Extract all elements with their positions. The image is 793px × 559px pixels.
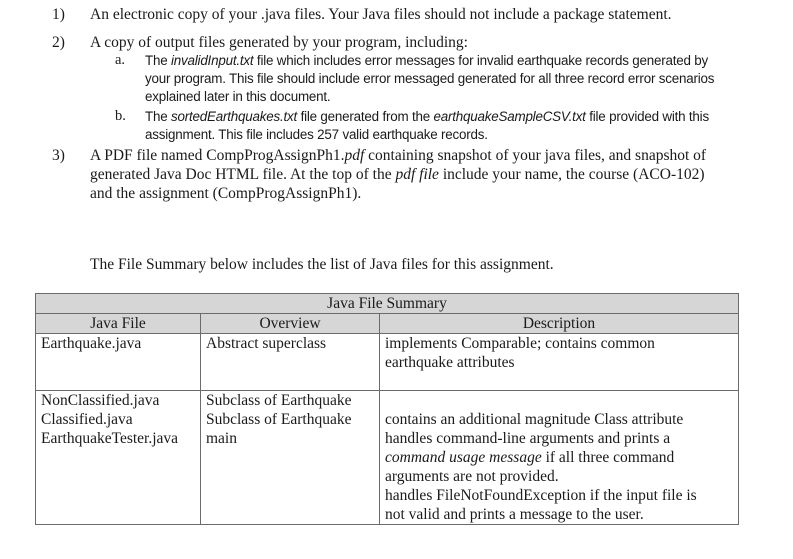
- sub-line: The invalidInput.txt file which includes error messages for invalid earthquake records generated by: [145, 53, 709, 68]
- cell-description: contains an additional magnitude Class attribute handles command-line arguments and prints a command usage message if all three command arguments are not provided. handles FileNotFoundException if the input file is not valid and prints a message to the user.: [380, 391, 739, 525]
- item-text: An electronic copy of your .java files. Your Java files should not include a package statement.: [90, 6, 672, 23]
- item-number: 1): [52, 6, 65, 23]
- sub-line: The sortedEarthquakes.txt file generated from the earthquakeSampleCSV.txt file provided with this: [145, 109, 709, 124]
- item-text: A copy of output files generated by your program, including:: [90, 34, 468, 51]
- sub-letter: a.: [115, 52, 126, 68]
- sub-letter: b.: [115, 108, 126, 124]
- sub-line: explained later in this document.: [145, 89, 331, 104]
- cell-overview: Subclass of Earthquake Subclass of Earthquake main: [201, 391, 380, 525]
- item-line: generated Java Doc HTML file. At the top of the pdf file include your name, the course (ACO-102): [90, 166, 705, 183]
- java-file-summary-table: [35, 293, 739, 525]
- item-line: A PDF file named CompProgAssignPh1.pdf containing snapshot of your java files, and snapshot of: [90, 147, 707, 164]
- cell-overview: Abstract superclass: [201, 334, 380, 391]
- header-java-file: Java File: [36, 314, 201, 334]
- item-number: 3): [52, 147, 65, 164]
- cell-description: implements Comparable; contains common earthquake attributes: [380, 334, 739, 391]
- sub-line: assignment. This file includes 257 valid earthquake records.: [145, 127, 488, 142]
- sub-line: your program. This file should include error messaged generated for all three record error scenarios: [145, 71, 715, 86]
- item-number: 2): [52, 34, 65, 51]
- table-title: Java File Summary: [36, 294, 739, 314]
- table-row: [36, 334, 739, 391]
- item-line: and the assignment (CompProgAssignPh1).: [90, 185, 362, 202]
- file-summary-intro: The File Summary below includes the list of Java files for this assignment.: [90, 256, 554, 273]
- cell-file: Earthquake.java: [36, 334, 201, 391]
- table-row: [36, 391, 739, 525]
- cell-file: NonClassified.java Classified.java EarthquakeTester.java: [36, 391, 201, 525]
- header-description: Description: [380, 314, 739, 334]
- header-overview: Overview: [201, 314, 380, 334]
